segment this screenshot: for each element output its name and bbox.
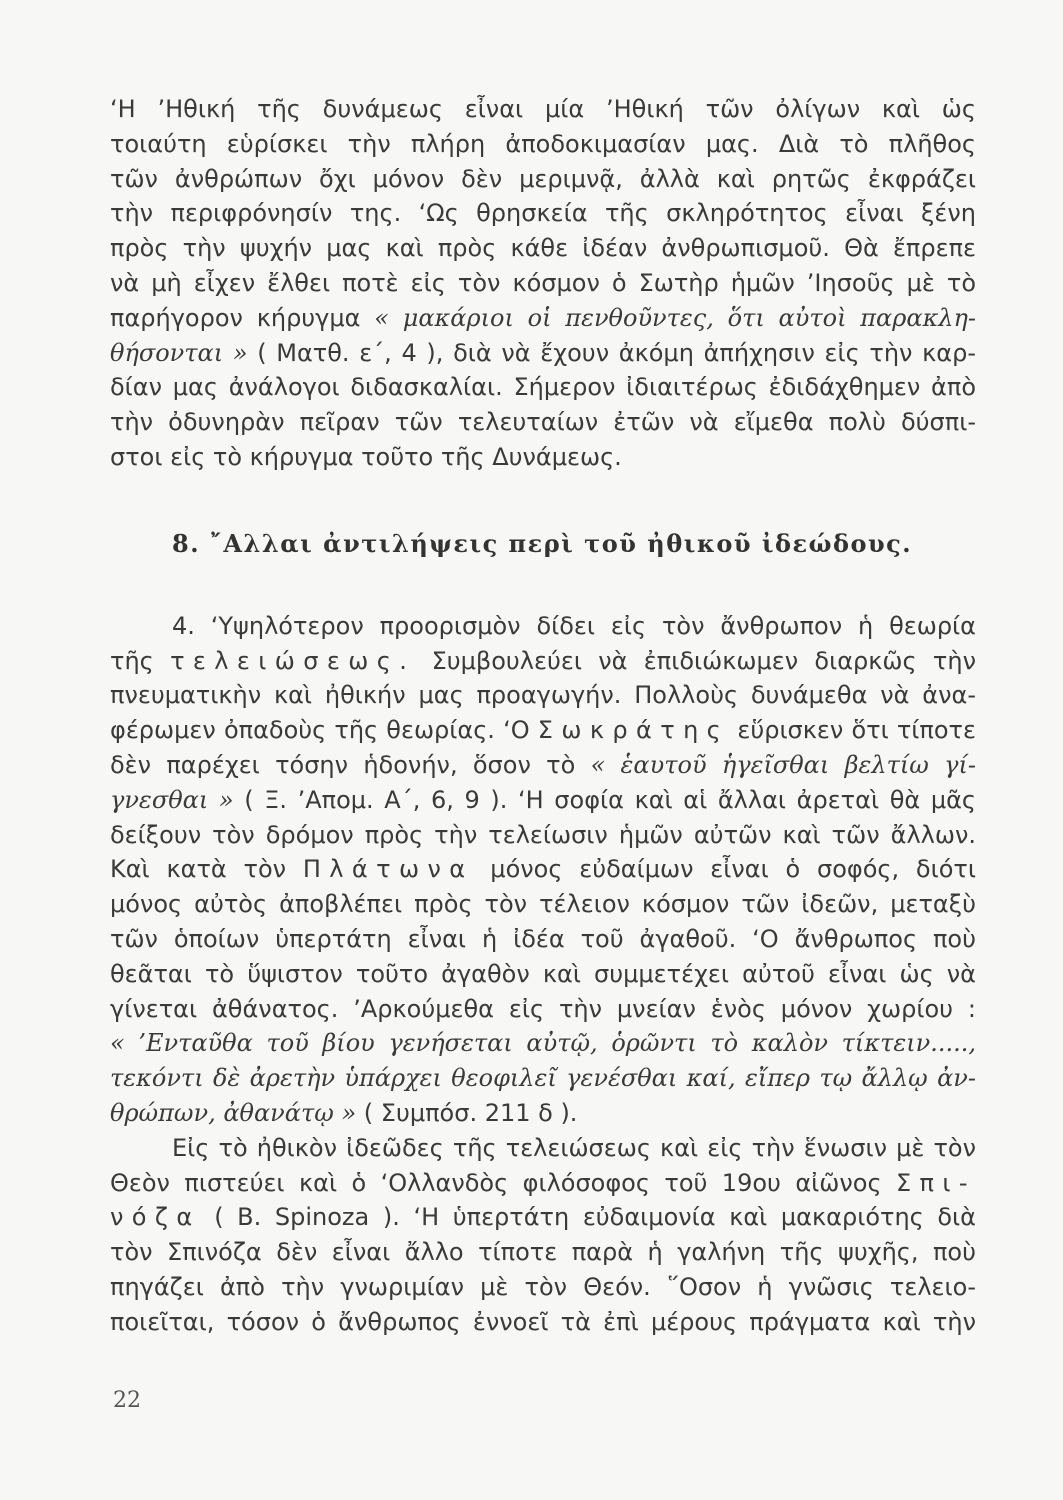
text-line — [110, 748, 976, 783]
quote-italic: θρώπων, ἀθανάτῳ » — [110, 1098, 357, 1127]
spaced-name: Πλάτωνα — [302, 855, 474, 884]
text-line: ποιεῖται, τόσον ὁ ἄνθρωπος ἐννοεῖ τὰ ἐπὶ μέρους πράγματα καὶ τὴν — [110, 1307, 976, 1336]
text-line — [110, 644, 976, 679]
quote-italic: γνεσθαι » — [110, 785, 234, 814]
text-line — [110, 713, 976, 748]
text-line — [110, 1166, 976, 1201]
text-segment: ( Συμπόσ. 211 δ ). — [363, 1098, 578, 1127]
text-line: δείξουν τὸν δρόμον πρὸς τὴν τελείωσιν ἡμῶν αὐτῶν καὶ τῶν ἄλλων. — [110, 820, 976, 849]
text-line: τὴν ὀδυνηρὰν πεῖραν τῶν τελευταίων ἐτῶν νὰ εἴμεθα πολὺ δύσπι- — [110, 408, 976, 437]
text-line — [110, 852, 976, 887]
text-line — [110, 783, 976, 818]
page-number: 22 — [113, 1388, 141, 1413]
text-line: δίαν μας ἀνάλογοι διδασκαλίαι. Σήμερον ἰδιαιτέρως ἐδιδάχθημεν ἀπὸ — [110, 373, 976, 402]
text-segment: Συμβουλεύει νὰ ἐπιδιώκωμεν διαρκῶς τὴν — [431, 646, 976, 675]
text-line: τὸν Σπινόζα δὲν εἶναι ἄλλο τίποτε παρὰ ἡ γαλήνη τῆς ψυχῆς, ποὺ — [110, 1238, 976, 1267]
text-line: πρὸς τὴν ψυχήν μας καὶ πρὸς κάθε ἰδέαν ἀνθρωπισμοῦ. Θὰ ἔπρεπε — [110, 234, 976, 263]
spaced-name: νόζα — [110, 1203, 201, 1232]
text-line: νὰ μὴ εἶχεν ἔλθει ποτὲ εἰς τὸν κόσμον ὁ Σωτὴρ ἡμῶν ’Ιησοῦς μὲ τὸ — [110, 268, 976, 297]
text-segment: Θεὸν πιστεύει καὶ ὁ ‘Ολλανδὸς φιλόσοφος τοῦ 19ου αἰῶνος — [110, 1168, 882, 1197]
text-line: πνευματικὴν καὶ ἠθικήν μας προαγωγήν. Πολλοὺς δυνάμεθα νὰ ἀνα- — [110, 681, 976, 710]
text-segment: τῆς — [110, 646, 154, 675]
paragraph-3 — [110, 1131, 976, 1340]
text-line: 4. ‘Υψηλότερον προορισμὸν δίδει εἰς τὸν ἄνθρωπον ἡ θεωρία — [172, 611, 976, 640]
spaced-name: Σπι- — [895, 1168, 976, 1197]
text-line: τῶν ὁποίων ὑπερτάτη εἶναι ἡ ἰδέα τοῦ ἀγαθοῦ. ‘Ο ἄνθρωπος ποὺ — [110, 924, 976, 953]
text-segment: ( B. Spinoza ). ‘Η ὑπερτάτη εὐδαιμονία καὶ μακαριότης διὰ — [214, 1203, 976, 1232]
text-line — [110, 336, 976, 371]
text-line — [110, 1200, 976, 1235]
text-line: τῶν ἀνθρώπων ὄχι μόνον δὲν μεριμνᾷ, ἀλλὰ καὶ ρητῶς ἐκφράζει — [110, 164, 976, 193]
spaced-name: Σωκράτης — [537, 716, 730, 745]
text-line: ‘Η ’Ηθική τῆς δυνάμεως εἶναι μία ’Ηθική τῶν ὀλίγων καὶ ὡς — [110, 95, 976, 123]
spaced-term: τελειώσεως. — [170, 646, 416, 675]
section-heading: 8. ῎Αλλαι ἀντιλήψεις περὶ τοῦ ἠθικοῦ ἰδεώδους. — [172, 528, 913, 558]
text-line: τοιαύτη εὑρίσκει τὴν πλήρη ἀποδοκιμασίαν μας. Διὰ τὸ πλῆθος — [110, 129, 976, 158]
quote-line: « ’Ενταῦθα τοῦ βίου γενήσεται αὐτῷ, ὁρῶντι τὸ καλὸν τίκτειν....., — [110, 1029, 976, 1058]
text-line — [110, 301, 976, 336]
text-line: γίνεται ἀθάνατος. ’Αρκούμεθα εἰς τὴν μνείαν ἑνὸς μόνον χωρίου : — [110, 994, 976, 1023]
paragraph-1 — [110, 92, 976, 475]
quote-italic: θήσονται » — [110, 338, 248, 367]
text-line: Εἰς τὸ ἠθικὸν ἰδεῶδες τῆς τελειώσεως καὶ εἰς τὴν ἕνωσιν μὲ τὸν — [172, 1133, 976, 1162]
quote-italic: « μακάριοι οἱ πενθοῦντες, ὅτι αὐτοὶ παρακλη- — [374, 303, 976, 332]
text-segment: ( Ξ. ’Απομ. Α΄, 6, 9 ). ‘Η σοφία καὶ αἱ ἄλλαι ἀρεταὶ θὰ μᾶς — [244, 785, 976, 814]
text-line: πηγάζει ἀπὸ τὴν γνωριμίαν μὲ τὸν Θεόν. ῞Οσον ἡ γνῶσις τελειο- — [110, 1272, 976, 1301]
text-line: τὴν περιφρόνησίν της. ‘Ως θρησκεία τῆς σκληρότητος εἶναι ξένη — [110, 199, 976, 228]
text-segment: δὲν παρέχει τόσην ἡδονήν, ὅσον τὸ — [110, 750, 576, 779]
text-segment: μόνος εὐδαίμων εἶναι ὁ σοφός, διότι — [490, 855, 976, 884]
text-segment: Καὶ κατὰ τὸν — [110, 855, 287, 884]
paragraph-2 — [110, 609, 976, 1131]
text-segment: παρήγορον κήρυγμα — [110, 303, 361, 332]
text-line: στοι εἰς τὸ κήρυγμα τοῦτο τῆς Δυνάμεως. — [110, 442, 622, 471]
text-line: θεᾶται τὸ ὕψιστον τοῦτο ἀγαθὸν καὶ συμμετέχει αὐτοῦ εἶναι ὡς νὰ — [110, 959, 976, 988]
quote-italic: « ἑαυτοῦ ἡγεῖσθαι βελτίω γί- — [590, 750, 976, 779]
quote-line: τεκόντι δὲ ἀρετὴν ὑπάρχει θεοφιλεῖ γενέσθαι καί, εἴπερ τῳ ἄλλῳ ἀν- — [110, 1064, 976, 1093]
text-line: μόνος αὐτὸς ἀποβλέπει πρὸς τὸν τέλειον κόσμον τῶν ἰδεῶν, μεταξὺ — [110, 890, 976, 919]
text-line — [110, 1096, 976, 1131]
text-segment: φέρωμεν ὀπαδοὺς τῆς θεωρίας. ‘Ο — [110, 716, 530, 745]
text-segment: εὕρισκεν ὅτι τίποτε — [737, 716, 976, 745]
text-segment: ( Ματθ. ε΄, 4 ), διὰ νὰ ἔχουν ἀκόμη ἀπήχησιν εἰς τὴν καρ- — [257, 338, 976, 367]
page-body — [110, 92, 976, 1340]
